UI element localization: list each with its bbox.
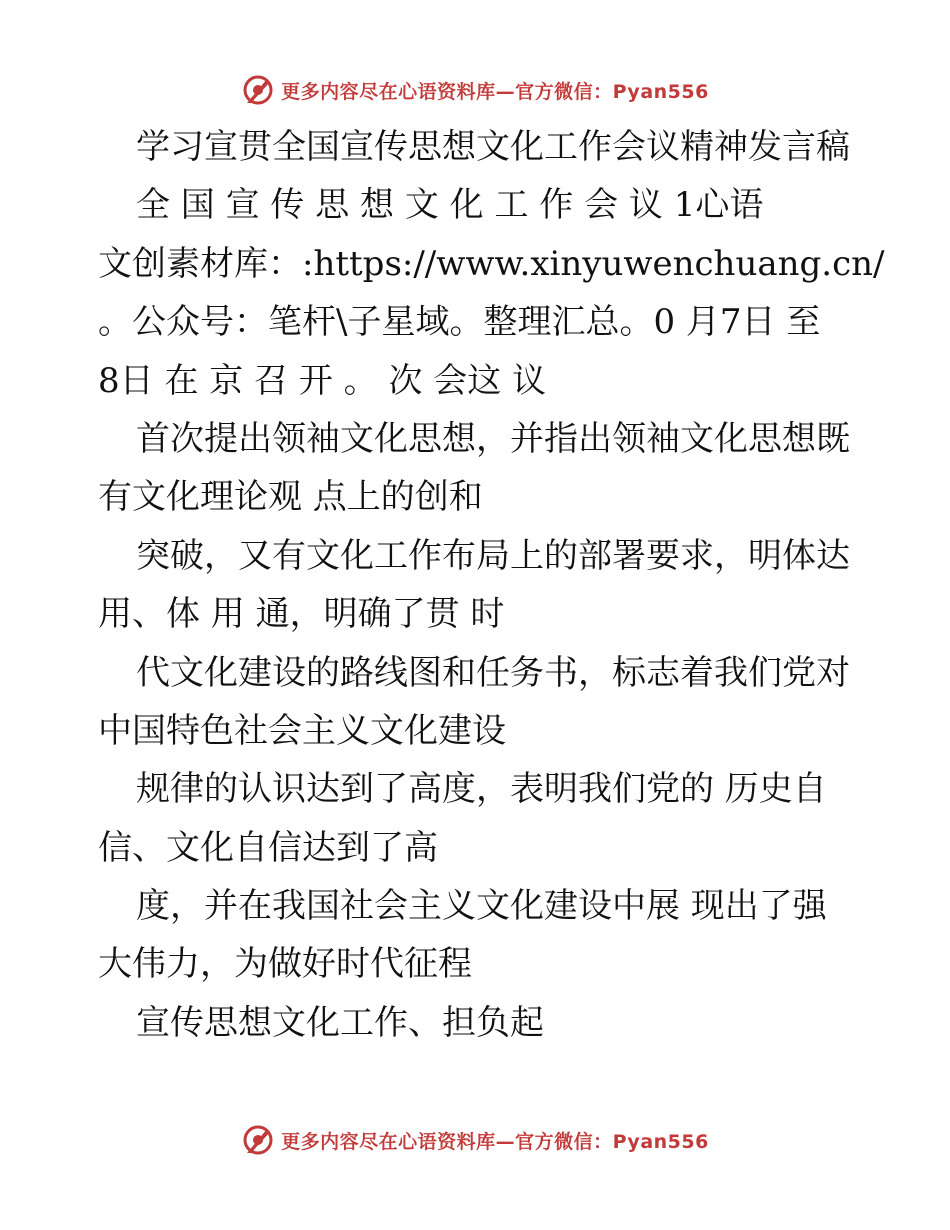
text-line: 8日 在 京 召 开 。 次 会这 议 — [98, 360, 547, 401]
text-line: 全 国 宣 传 思 想 文 化 工 作 会 议 1心语 — [136, 185, 764, 226]
text-line: 文创素材库：:https://www.xinyuwenchuang.cn/ — [98, 243, 885, 284]
text-line: 突破，又有文化工作布局上的部署要求，明体达 — [136, 535, 850, 576]
text-line: 首次提出领袖文化思想，并指出领袖文化思想既 — [136, 418, 850, 459]
text-line: 学习宣贯全国宣传思想文化工作会议精神发言稿 — [136, 127, 850, 167]
header-watermark — [0, 70, 950, 110]
watermark-text: 更多内容尽在心语资料库—官方微信：Pyan556 — [281, 1130, 709, 1153]
text-line: 信、文化自信达到了高 — [98, 827, 438, 868]
quill-logo-icon — [241, 1123, 275, 1157]
text-line: 代文化建设的路线图和任务书，标志着我们党对 — [136, 652, 850, 693]
text-line: 规律的认识达到了高度，表明我们党的 历史自 — [136, 769, 827, 810]
text-line: 度，并在我国社会主义文化建设中展 现出了强 — [136, 886, 827, 927]
text-line: 中国特色社会主义文化建设 — [98, 710, 506, 751]
text-line: 。公众号：笔杆\子星域。整理汇总。0 月7日 至 — [98, 302, 821, 343]
document-body — [98, 118, 885, 1052]
watermark-text: 更多内容尽在心语资料库—官方微信：Pyan556 — [281, 80, 709, 103]
quill-logo-icon — [241, 73, 275, 107]
text-line: 用、体 用 通，明确了贯 时 — [98, 594, 505, 635]
text-line: 宣传思想文化工作、担负起 — [136, 1002, 544, 1043]
text-line: 大伟力，为做好时代征程 — [98, 944, 472, 985]
text-line: 有文化理论观 点上的创和 — [98, 477, 483, 518]
footer-watermark — [0, 1120, 950, 1160]
